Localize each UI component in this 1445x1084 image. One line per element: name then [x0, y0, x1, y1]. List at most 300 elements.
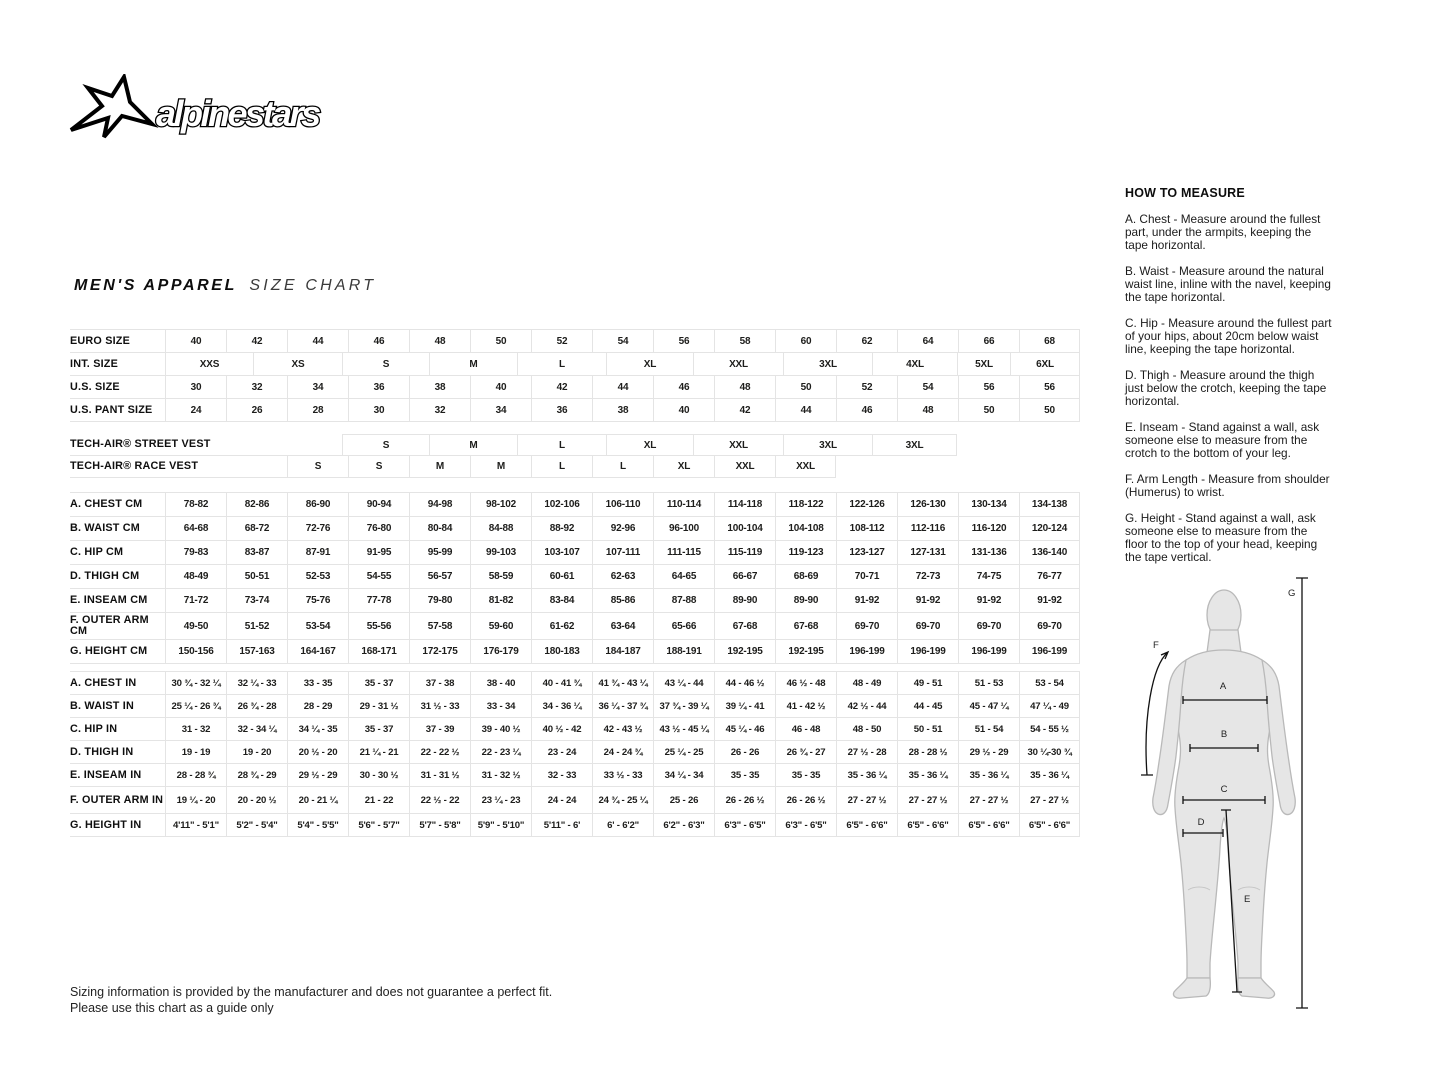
- figure-label-b: B: [1220, 729, 1228, 740]
- disclaimer-line-2: Please use this chart as a guide only: [70, 1001, 274, 1015]
- table-cell: 80-84: [409, 517, 470, 540]
- table-cell: L: [517, 353, 606, 375]
- table-cell: 116-120: [958, 517, 1019, 540]
- table-cell: 6'3" - 6'5": [775, 814, 836, 836]
- table-cell: 23 - 24: [531, 741, 592, 763]
- table-cell: 56: [653, 330, 714, 352]
- table-cell: 52-53: [287, 565, 348, 588]
- table-cell: 168-171: [348, 640, 409, 663]
- table-cell: 44: [592, 376, 653, 398]
- table-cell: 6XL: [1010, 353, 1080, 375]
- table-cell: 98-102: [470, 493, 531, 516]
- table-cell: 104-108: [775, 517, 836, 540]
- table-cell: XXS: [165, 353, 253, 375]
- table-row: [70, 640, 1080, 664]
- table-cell: 102-106: [531, 493, 592, 516]
- table-cell: 31 - 32: [165, 718, 226, 740]
- table-cell: 45 - 47 ¼: [958, 695, 1019, 717]
- table-cell: 48: [409, 330, 470, 352]
- table-cell: 32: [409, 399, 470, 421]
- table-cell: 127-131: [897, 541, 958, 564]
- table-cell: 54-55: [348, 565, 409, 588]
- table-cell: 81-82: [470, 589, 531, 612]
- table-cell: 5'11" - 6': [531, 814, 592, 836]
- table-cell: 87-88: [653, 589, 714, 612]
- table-row: [70, 456, 1080, 478]
- table-cell: 35 - 36 ¼: [836, 764, 897, 786]
- spacer: [836, 456, 1080, 478]
- table-cell: 50: [1019, 399, 1080, 421]
- table-cell: 79-80: [409, 589, 470, 612]
- row-label: A. CHEST IN: [70, 676, 137, 689]
- table-cell: 38 - 40: [470, 672, 531, 694]
- table-cell: 48 - 49: [836, 672, 897, 694]
- table-cell: 47 ¼ - 49: [1019, 695, 1080, 717]
- table-cell: 42: [714, 399, 775, 421]
- table-row: [70, 330, 1080, 353]
- table-cell: 110-114: [653, 493, 714, 516]
- table-cell: 64: [897, 330, 958, 352]
- table-cell: 28 ¾ - 29: [226, 764, 287, 786]
- table-cell: 96-100: [653, 517, 714, 540]
- table-row: [70, 353, 1080, 376]
- row-label: G. HEIGHT IN: [70, 818, 142, 831]
- table-cell: 36 ¼ - 37 ¾: [592, 695, 653, 717]
- table-cell: 88-92: [531, 517, 592, 540]
- table-cell: 35 - 37: [348, 718, 409, 740]
- table-cell: 69-70: [1019, 613, 1080, 639]
- table-cell: XL: [606, 353, 693, 375]
- table-cell: 91-92: [1019, 589, 1080, 612]
- table-cell: 58: [714, 330, 775, 352]
- table-cell: M: [429, 353, 517, 375]
- table-cell: 6'2" - 6'3": [653, 814, 714, 836]
- table-cell: 34: [470, 399, 531, 421]
- table-row: [70, 517, 1080, 541]
- table-cell: 31 ½ - 33: [409, 695, 470, 717]
- table-cell: 83-87: [226, 541, 287, 564]
- measure-instruction: E. Inseam - Stand against a wall, ask someone else to measure from the crotch to the bottom of your leg.: [1125, 420, 1320, 460]
- measure-instruction: G. Height - Stand against a wall, ask someone else to measure from the floor to the top of your head, keeping the tape vertical.: [1125, 511, 1318, 564]
- table-cell: 31 - 32 ½: [470, 764, 531, 786]
- table-cell: 22 - 22 ½: [409, 741, 470, 763]
- table-cell: 61-62: [531, 613, 592, 639]
- measure-instruction: D. Thigh - Measure around the thigh just below the crotch, keeping the tape horizontal.: [1125, 368, 1327, 408]
- table-cell: 39 ¼ - 41: [714, 695, 775, 717]
- table-cell: 26 - 26: [714, 741, 775, 763]
- table-cell: 24 - 24: [531, 787, 592, 813]
- row-label: G. HEIGHT CM: [70, 645, 148, 657]
- table-cell: L: [531, 456, 592, 478]
- row-label: D. THIGH CM: [70, 570, 140, 582]
- disclaimer-line-1: Sizing information is provided by the manufacturer and does not guarantee a perfect fit.: [70, 985, 553, 999]
- table-cell: 26 ¾ - 28: [226, 695, 287, 717]
- table-cell: 55-56: [348, 613, 409, 639]
- table-row: [70, 741, 1080, 764]
- table-cell: 122-126: [836, 493, 897, 516]
- table-cell: 42: [531, 376, 592, 398]
- table-cell: 26: [226, 399, 287, 421]
- table-cell: 56-57: [409, 565, 470, 588]
- table-cell: 6'5" - 6'6": [897, 814, 958, 836]
- table-row: [70, 565, 1080, 589]
- table-cell: L: [517, 434, 606, 456]
- figure-label-g: G: [1288, 588, 1296, 599]
- table-cell: 35 - 36 ¼: [958, 764, 1019, 786]
- table-cell: 82-86: [226, 493, 287, 516]
- table-cell: 112-116: [897, 517, 958, 540]
- table-cell: 50: [958, 399, 1019, 421]
- table-cell: 37 ¾ - 39 ¼: [653, 695, 714, 717]
- table-cell: 79-83: [165, 541, 226, 564]
- table-cell: 68-69: [775, 565, 836, 588]
- table-cell: 56: [958, 376, 1019, 398]
- table-cell: 67-68: [714, 613, 775, 639]
- table-cell: 92-96: [592, 517, 653, 540]
- spacer: [165, 434, 342, 456]
- table-cell: 23 ¼ - 23: [470, 787, 531, 813]
- table-cell: 100-104: [714, 517, 775, 540]
- table-cell: 70-71: [836, 565, 897, 588]
- table-cell: 22 ½ - 22: [409, 787, 470, 813]
- body-silhouette-diagram-icon: [1128, 568, 1318, 1023]
- table-cell: 84-88: [470, 517, 531, 540]
- page-title-light: SIZE CHART: [249, 277, 377, 294]
- table-cell: 40 ½ - 42: [531, 718, 592, 740]
- table-cell: 41 - 42 ½: [775, 695, 836, 717]
- table-cell: 66-67: [714, 565, 775, 588]
- table-cell: 89-90: [775, 589, 836, 612]
- table-cell: 62-63: [592, 565, 653, 588]
- table-cell: 49 - 51: [897, 672, 958, 694]
- table-cell: 43 ½ - 45 ¼: [653, 718, 714, 740]
- page-title-bold: MEN'S APPAREL: [74, 277, 237, 294]
- table-cell: 29 - 31 ½: [348, 695, 409, 717]
- table-cell: 27 - 27 ½: [836, 787, 897, 813]
- table-cell: 46 - 48: [775, 718, 836, 740]
- table-cell: 20 ½ - 20: [287, 741, 348, 763]
- table-cell: 115-119: [714, 541, 775, 564]
- table-cell: 21 ¼ - 21: [348, 741, 409, 763]
- row-label: E. INSEAM IN: [70, 768, 142, 781]
- table-cell: 30 ¾ - 32 ¼: [165, 672, 226, 694]
- table-cell: 27 - 27 ½: [958, 787, 1019, 813]
- table-cell: 54 - 55 ½: [1019, 718, 1080, 740]
- table-cell: XL: [606, 434, 693, 456]
- table-cell: 28 - 28 ¾: [165, 764, 226, 786]
- table-cell: 50: [470, 330, 531, 352]
- table-cell: XXL: [775, 456, 836, 478]
- table-cell: 36: [531, 399, 592, 421]
- table-cell: 85-86: [592, 589, 653, 612]
- measure-instruction: C. Hip - Measure around the fullest part of your hips, about 20cm below waist line, keeping the tape horizontal.: [1125, 316, 1332, 356]
- measurement-figure: [1128, 568, 1318, 1028]
- table-cell: 53-54: [287, 613, 348, 639]
- table-cell: 6'5" - 6'6": [958, 814, 1019, 836]
- table-cell: 31 - 31 ½: [409, 764, 470, 786]
- table-cell: 74-75: [958, 565, 1019, 588]
- table-cell: 89-90: [714, 589, 775, 612]
- table-cell: 64-65: [653, 565, 714, 588]
- table-cell: M: [409, 456, 470, 478]
- table-cell: 123-127: [836, 541, 897, 564]
- table-cell: 6'5" - 6'6": [1019, 814, 1080, 836]
- table-cell: 130-134: [958, 493, 1019, 516]
- page-title: [74, 277, 376, 295]
- size-header-block: [70, 329, 1080, 422]
- alpinestars-logo-icon: [68, 74, 338, 140]
- table-cell: 24 - 24 ¾: [592, 741, 653, 763]
- table-cell: 83-84: [531, 589, 592, 612]
- table-cell: 28 - 28 ½: [897, 741, 958, 763]
- table-cell: 40: [165, 330, 226, 352]
- table-cell: 67-68: [775, 613, 836, 639]
- table-cell: 45 ¼ - 46: [714, 718, 775, 740]
- table-cell: 52: [836, 376, 897, 398]
- table-cell: 111-115: [653, 541, 714, 564]
- table-cell: 25 ¼ - 26 ¾: [165, 695, 226, 717]
- table-cell: 114-118: [714, 493, 775, 516]
- table-cell: 106-110: [592, 493, 653, 516]
- table-cell: 91-92: [958, 589, 1019, 612]
- table-cell: 5'7" - 5'8": [409, 814, 470, 836]
- table-row: [70, 787, 1080, 814]
- table-row: [70, 613, 1080, 640]
- table-cell: 51 - 53: [958, 672, 1019, 694]
- table-cell: 157-163: [226, 640, 287, 663]
- table-cell: 27 - 27 ½: [1019, 787, 1080, 813]
- table-cell: 95-99: [409, 541, 470, 564]
- table-cell: 176-179: [470, 640, 531, 663]
- table-cell: S: [348, 456, 409, 478]
- table-cell: 86-90: [287, 493, 348, 516]
- row-label: E. INSEAM CM: [70, 594, 148, 606]
- table-cell: 196-199: [1019, 640, 1080, 663]
- table-cell: 180-183: [531, 640, 592, 663]
- table-cell: 59-60: [470, 613, 531, 639]
- table-cell: 3XL: [783, 434, 872, 456]
- table-cell: 91-92: [836, 589, 897, 612]
- table-cell: 49-50: [165, 613, 226, 639]
- table-cell: 57-58: [409, 613, 470, 639]
- table-cell: 34 ¼ - 34: [653, 764, 714, 786]
- table-cell: 24: [165, 399, 226, 421]
- table-row: [70, 718, 1080, 741]
- row-label: EURO SIZE: [70, 334, 130, 347]
- table-cell: 4'11" - 5'1": [165, 814, 226, 836]
- table-cell: S: [342, 353, 429, 375]
- figure-label-d: D: [1197, 817, 1205, 828]
- table-cell: 64-68: [165, 517, 226, 540]
- table-cell: XXL: [693, 353, 783, 375]
- table-row: [70, 814, 1080, 837]
- table-cell: 19 - 20: [226, 741, 287, 763]
- table-cell: 99-103: [470, 541, 531, 564]
- table-cell: 150-156: [165, 640, 226, 663]
- table-cell: XXL: [714, 456, 775, 478]
- table-cell: 51 - 54: [958, 718, 1019, 740]
- row-label: D. THIGH IN: [70, 745, 134, 758]
- table-cell: 37 - 38: [409, 672, 470, 694]
- table-cell: 91-95: [348, 541, 409, 564]
- table-cell: 25 ¼ - 25: [653, 741, 714, 763]
- table-cell: 53 - 54: [1019, 672, 1080, 694]
- table-cell: M: [470, 456, 531, 478]
- table-cell: 30 ¼-30 ¾: [1019, 741, 1080, 763]
- table-cell: S: [342, 434, 429, 456]
- table-cell: 41 ¾ - 43 ¼: [592, 672, 653, 694]
- table-cell: 3XL: [783, 353, 872, 375]
- table-cell: 32 ¼ - 33: [226, 672, 287, 694]
- tech-air-block: [70, 434, 1080, 478]
- table-cell: 34 - 36 ¼: [531, 695, 592, 717]
- table-cell: 26 - 26 ½: [775, 787, 836, 813]
- table-cell: 32 - 33: [531, 764, 592, 786]
- table-cell: 76-80: [348, 517, 409, 540]
- figure-label-f: F: [1153, 640, 1159, 651]
- table-cell: 94-98: [409, 493, 470, 516]
- figure-label-c: C: [1220, 784, 1228, 795]
- table-cell: 42: [226, 330, 287, 352]
- table-cell: 48-49: [165, 565, 226, 588]
- table-cell: 38: [409, 376, 470, 398]
- brand-wordmark: alpinestars: [156, 93, 319, 134]
- table-cell: 33 - 34: [470, 695, 531, 717]
- row-label: A. CHEST CM: [70, 498, 143, 510]
- table-cell: 33 ½ - 33: [592, 764, 653, 786]
- table-cell: 32: [226, 376, 287, 398]
- table-cell: 52: [531, 330, 592, 352]
- table-cell: 20 - 21 ¼: [287, 787, 348, 813]
- how-to-measure-heading: HOW TO MEASURE: [1125, 186, 1245, 200]
- table-cell: 3XL: [872, 434, 957, 456]
- table-cell: 5'6" - 5'7": [348, 814, 409, 836]
- table-cell: 69-70: [958, 613, 1019, 639]
- table-cell: 77-78: [348, 589, 409, 612]
- figure-label-a: A: [1219, 681, 1227, 692]
- table-cell: 44: [287, 330, 348, 352]
- table-cell: 30: [348, 399, 409, 421]
- table-cell: 65-66: [653, 613, 714, 639]
- table-cell: 69-70: [836, 613, 897, 639]
- table-cell: 60-61: [531, 565, 592, 588]
- table-cell: 27 ½ - 28: [836, 741, 897, 763]
- table-cell: 32 - 34 ¼: [226, 718, 287, 740]
- table-cell: 26 - 26 ½: [714, 787, 775, 813]
- table-cell: 44: [775, 399, 836, 421]
- measure-instruction: F. Arm Length - Measure from shoulder (Humerus) to wrist.: [1125, 472, 1330, 499]
- table-cell: 63-64: [592, 613, 653, 639]
- table-cell: 39 - 40 ½: [470, 718, 531, 740]
- table-cell: 172-175: [409, 640, 470, 663]
- table-cell: 6'3" - 6'5": [714, 814, 775, 836]
- table-cell: 72-76: [287, 517, 348, 540]
- table-cell: 30: [165, 376, 226, 398]
- table-row: [70, 589, 1080, 613]
- table-cell: 4XL: [872, 353, 957, 375]
- table-cell: 20 - 20 ½: [226, 787, 287, 813]
- table-row: [70, 672, 1080, 695]
- spacer: [957, 434, 1080, 456]
- size-chart-table: [70, 329, 1080, 837]
- table-cell: 46 ½ - 48: [775, 672, 836, 694]
- row-label: U.S. SIZE: [70, 380, 120, 393]
- table-cell: 87-91: [287, 541, 348, 564]
- table-cell: 6' - 6'2": [592, 814, 653, 836]
- table-cell: 19 - 19: [165, 741, 226, 763]
- table-cell: 46: [836, 399, 897, 421]
- table-cell: 68: [1019, 330, 1080, 352]
- table-cell: 136-140: [1019, 541, 1080, 564]
- row-label: C. HIP IN: [70, 722, 118, 735]
- table-cell: 118-122: [775, 493, 836, 516]
- table-cell: 50-51: [226, 565, 287, 588]
- table-row: [70, 376, 1080, 399]
- table-cell: 48: [897, 399, 958, 421]
- row-label: C. HIP CM: [70, 546, 124, 558]
- table-cell: 44 - 45: [897, 695, 958, 717]
- table-cell: 38: [592, 399, 653, 421]
- table-cell: XL: [653, 456, 714, 478]
- table-cell: 62: [836, 330, 897, 352]
- measurements-in-block: [70, 671, 1080, 837]
- row-label: TECH-AIR® RACE VEST: [70, 456, 165, 478]
- table-row: [70, 695, 1080, 718]
- table-cell: 25 - 26: [653, 787, 714, 813]
- table-cell: 40 - 41 ¾: [531, 672, 592, 694]
- table-cell: 75-76: [287, 589, 348, 612]
- row-label: TECH-AIR® STREET VEST: [70, 434, 165, 456]
- table-cell: 90-94: [348, 493, 409, 516]
- height-measure-line-icon: [1296, 578, 1308, 1008]
- how-to-measure-panel: [1125, 186, 1332, 577]
- table-cell: 29 ½ - 29: [287, 764, 348, 786]
- measure-instruction: B. Waist - Measure around the natural waist line, inline with the navel, keeping the tape horizontal.: [1125, 264, 1331, 304]
- row-label: B. WAIST CM: [70, 522, 140, 534]
- table-cell: 134-138: [1019, 493, 1080, 516]
- row-label: INT. SIZE: [70, 357, 118, 370]
- table-cell: 188-191: [653, 640, 714, 663]
- table-cell: 76-77: [1019, 565, 1080, 588]
- table-cell: 192-195: [714, 640, 775, 663]
- table-cell: 131-136: [958, 541, 1019, 564]
- table-cell: 54: [592, 330, 653, 352]
- table-cell: 46: [653, 376, 714, 398]
- table-cell: 34 ¼ - 35: [287, 718, 348, 740]
- table-cell: 69-70: [897, 613, 958, 639]
- table-cell: 91-92: [897, 589, 958, 612]
- table-cell: 42 - 43 ½: [592, 718, 653, 740]
- table-cell: 37 - 39: [409, 718, 470, 740]
- table-cell: 5'2" - 5'4": [226, 814, 287, 836]
- measure-instruction: A. Chest - Measure around the fullest part, under the armpits, keeping the tape horizontal.: [1125, 212, 1321, 252]
- table-cell: 26 ¾ - 27: [775, 741, 836, 763]
- table-row: [70, 764, 1080, 787]
- table-cell: 120-124: [1019, 517, 1080, 540]
- table-cell: 27 - 27 ½: [897, 787, 958, 813]
- table-cell: 196-199: [897, 640, 958, 663]
- table-cell: 28 - 29: [287, 695, 348, 717]
- table-cell: 54: [897, 376, 958, 398]
- row-label: B. WAIST IN: [70, 699, 134, 712]
- figure-label-e: E: [1244, 894, 1251, 905]
- table-cell: 5XL: [957, 353, 1010, 375]
- table-row: [70, 434, 1080, 456]
- table-cell: 71-72: [165, 589, 226, 612]
- table-cell: 196-199: [836, 640, 897, 663]
- table-cell: 40: [653, 399, 714, 421]
- table-cell: 58-59: [470, 565, 531, 588]
